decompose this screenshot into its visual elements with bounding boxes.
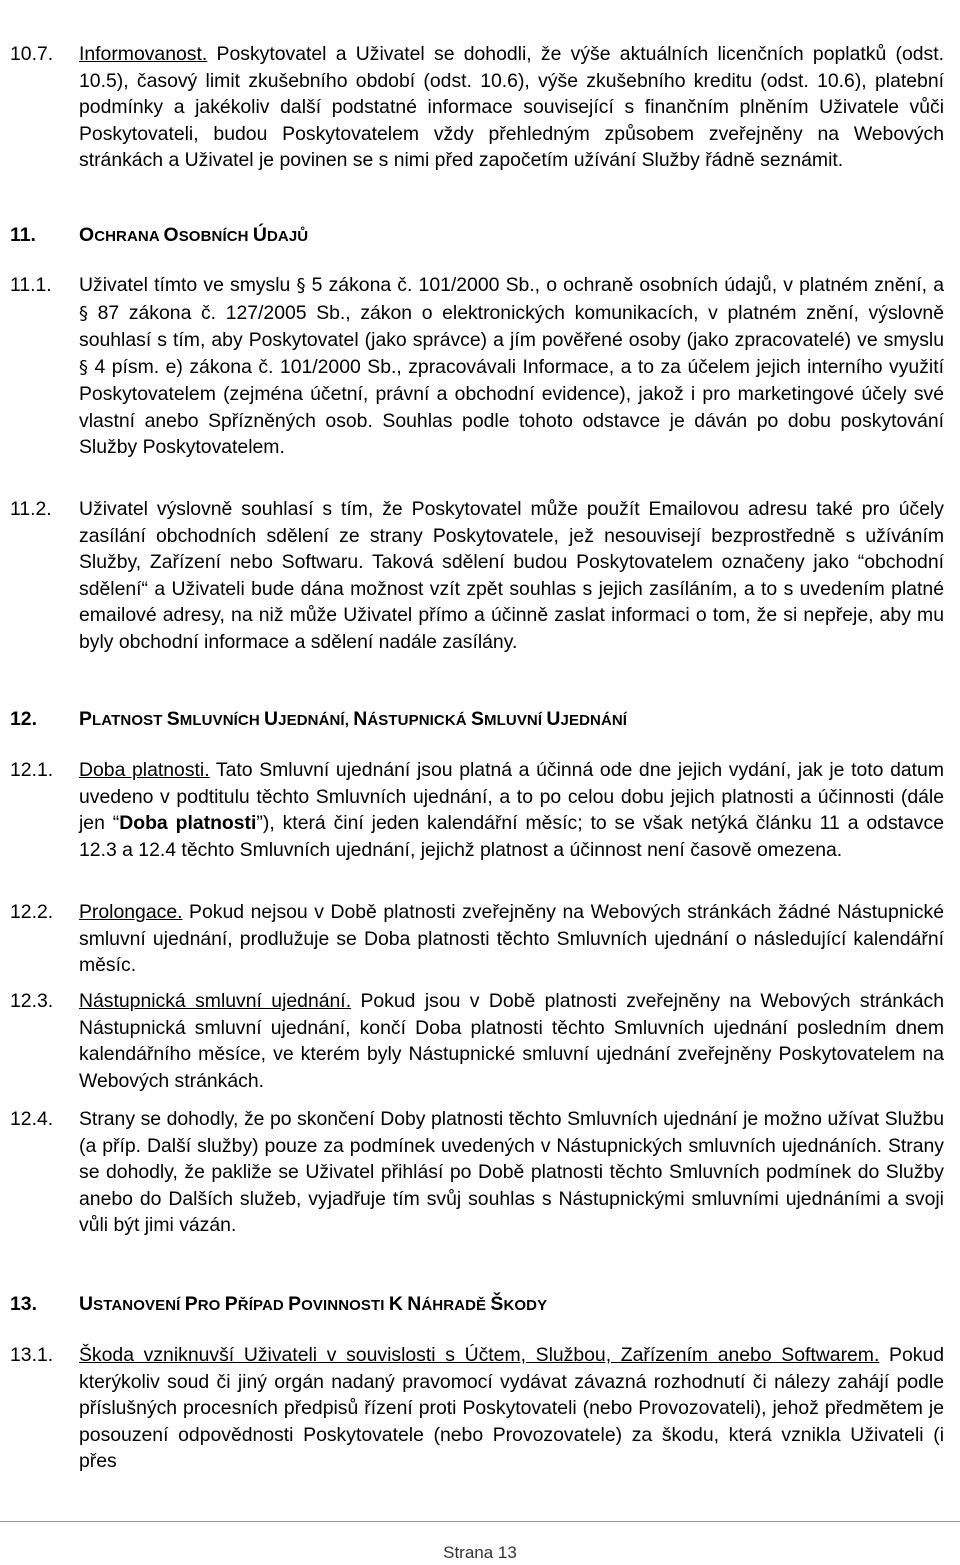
- clause-body: Uživatel výslovně souhlasí s tím, že Poskytovatel může použít Emailovou adresu také pro účely zasílání obchodních sdělení ze strany Poskytovatele, jež nesouvisejí bezprostředně s užíváním Služby, Zařízení nebo Softwaru. Taková sdělení budou Poskytovatelem označeny jako “obchodní sdělení“ a Uživateli bude dána možnost vzít zpět souhlas s jejich zasíláním, a to s uvedením platné emailové adresy, na niž může Uživatel přímo a účinně zaslat informaci o tom, že si nepřeje, aby mu byly obchodní informace a sdělení nadále zasílány.: [79, 498, 944, 653]
- section-number: 12.: [10, 708, 37, 730]
- section-heading-12: [10, 706, 944, 734]
- clause-text: Poskytovatel a Uživatel se dohodli, že výše aktuálních licenčních poplatků (odst. 10.5), časový limit zkušebního období (odst. 10.6), výše zkušebního kreditu (odst. 10.6), platební podmínky a jakékoliv další podstatné informace související s finančním plněním Uživatele vůči Poskytovateli, budou Poskytovatelem vždy přehledným způsobem zveřejněny na Webových stránkách a Uživatel je povinen se s nimi před započetím užívání Služby řádně seznámit.: [79, 43, 944, 171]
- clause-12-3: [10, 988, 944, 1094]
- clause-12-2: [10, 899, 944, 979]
- clause-title: Prolongace.: [79, 901, 183, 923]
- clause-body: [79, 988, 944, 1094]
- clause-body: [79, 899, 944, 979]
- defined-term: Doba platnosti: [119, 812, 257, 834]
- clause-text: Pokud kterýkoliv soud či jiný orgán nadaný pravomocí vydávat závazná rozhodnutí či nálezy zahájí podle příslušných procesních předpisů řízení proti Poskytovateli (nebo Provozovateli), jehož předmětem je posouzení odpovědnosti Poskytovatele (nebo Provozovatele) za škodu, která vznikla Uživateli (i přes: [79, 1344, 945, 1472]
- clause-number: 12.2.: [10, 901, 54, 923]
- clause-text: ”), která činí jeden kalendářní měsíc; to se však netýká článku 11 a odstavce 12.3 a 12.4 těchto Smluvních ujednání, jejichž platnost a účinnost není časově omezena.: [79, 812, 944, 861]
- clause-body: Strany se dohodly, že po skončení Doby platnosti těchto Smluvních ujednání je možno užívat Službu (a příp. Další služby) pouze za podmínek uvedených v Nástupnických smluvních ujednáních. Strany se dohodly, že pakliže se Uživatel přihlásí po Době platnosti těchto Smluvních podmínek do Služby anebo do Dalších služeb, vyjadřuje tím svůj souhlas s Nástupnickými smluvními ujednáními a svoji vůli být jimi vázán.: [79, 1108, 944, 1236]
- clause-text: 4 písm. e) zákona č. 101/2000 Sb., zpracovávali Informace, a to za účelem jejich interního využití Poskytovatelem (zejména účetní, právní a obchodní evidence), jakož i pro marketingové účely své vlastní anebo Spřízněných osob. Souhlas podle tohoto odstavce je dáván po dobu poskytování Služby Poskytovatelem.: [79, 355, 944, 458]
- clause-11-2: [10, 496, 944, 655]
- clause-text: Tato Smluvní ujednání jsou platná a účinná ode dne jejich vydání, jak je toto datum uvedeno v podtitulu těchto Smluvních ujednání, a to po celou dobu jejich platnosti a účinnosti (dále jen “: [79, 759, 944, 834]
- section-title: USTANOVENÍ PRO PŘÍPAD POVINNOSTI K NÁHRADĚ ŠKODY: [79, 1293, 548, 1315]
- clause-body: [79, 272, 944, 461]
- clause-13-1: [10, 1342, 944, 1475]
- clause-12-4: [10, 1106, 944, 1239]
- footer-divider: [0, 1521, 960, 1522]
- clause-number: 12.1.: [10, 759, 54, 781]
- clause-title: Nástupnická smluvní ujednání.: [79, 990, 352, 1012]
- clause-title: Informovanost.: [79, 43, 208, 65]
- clause-12-1: [10, 757, 944, 863]
- clause-title: Doba platnosti.: [79, 759, 210, 781]
- clause-body: [79, 757, 944, 863]
- clause-text: 5 zákona č. 101/2000 Sb., o ochraně osobních údajů, v platném znění, a: [305, 274, 944, 296]
- section-heading-11: [10, 222, 944, 250]
- clause-text: Uživatel tímto ve smyslu: [79, 274, 297, 296]
- section-number: 11.: [10, 224, 36, 246]
- section-number: 13.: [10, 1293, 37, 1315]
- page-number: Strana 13: [443, 1543, 517, 1562]
- clause-11-1: [10, 272, 944, 461]
- clause-number: 10.7.: [10, 43, 54, 65]
- section-sign: §: [79, 356, 88, 378]
- clause-text: 87 zákona č. 127/2005 Sb., zákon o elektronických komunikacích, v platném znění, výslovně souhlasí s tím, aby Poskytovatel (jako správce) a jím pověřené osoby (jako zpracovatelé) ve smyslu: [79, 301, 944, 351]
- clause-title: Škoda vzniknuvší Uživateli v souvislosti s Účtem, Službou, Zařízením anebo Softwarem.: [79, 1344, 880, 1366]
- clause-body: [79, 1342, 944, 1475]
- section-title: PLATNOST SMLUVNÍCH UJEDNÁNÍ, NÁSTUPNICKÁ SMLUVNÍ UJEDNÁNÍ: [79, 708, 628, 730]
- section-sign: §: [79, 302, 88, 324]
- section-title: OCHRANA OSOBNÍCH ÚDAJŮ: [79, 224, 309, 246]
- section-sign: §: [296, 275, 306, 296]
- section-heading-13: [10, 1291, 944, 1319]
- clause-body: [79, 41, 944, 174]
- clause-number: 11.1.: [10, 274, 52, 296]
- clause-number: 11.2.: [10, 498, 52, 520]
- clause-number: 12.3.: [10, 990, 54, 1012]
- clause-10-7: [10, 41, 944, 174]
- clause-text: Pokud nejsou v Době platnosti zveřejněny na Webových stránkách žádné Nástupnické smluvní ujednání, prodlužuje se Doba platnosti těchto Smluvních ujednání o následující kalendářní měsíc.: [79, 901, 944, 976]
- clause-number: 12.4.: [10, 1108, 54, 1130]
- clause-text: Pokud jsou v Době platnosti zveřejněny na Webových stránkách Nástupnická smluvní ujednání, končí Doba platnosti těchto Smluvních ujednání posledním dnem kalendářního měsíce, ve kterém byly Nástupnické smluvní ujednání zveřejněny Poskytovatelem na Webových stránkách.: [79, 990, 944, 1092]
- clause-number: 13.1.: [10, 1344, 54, 1366]
